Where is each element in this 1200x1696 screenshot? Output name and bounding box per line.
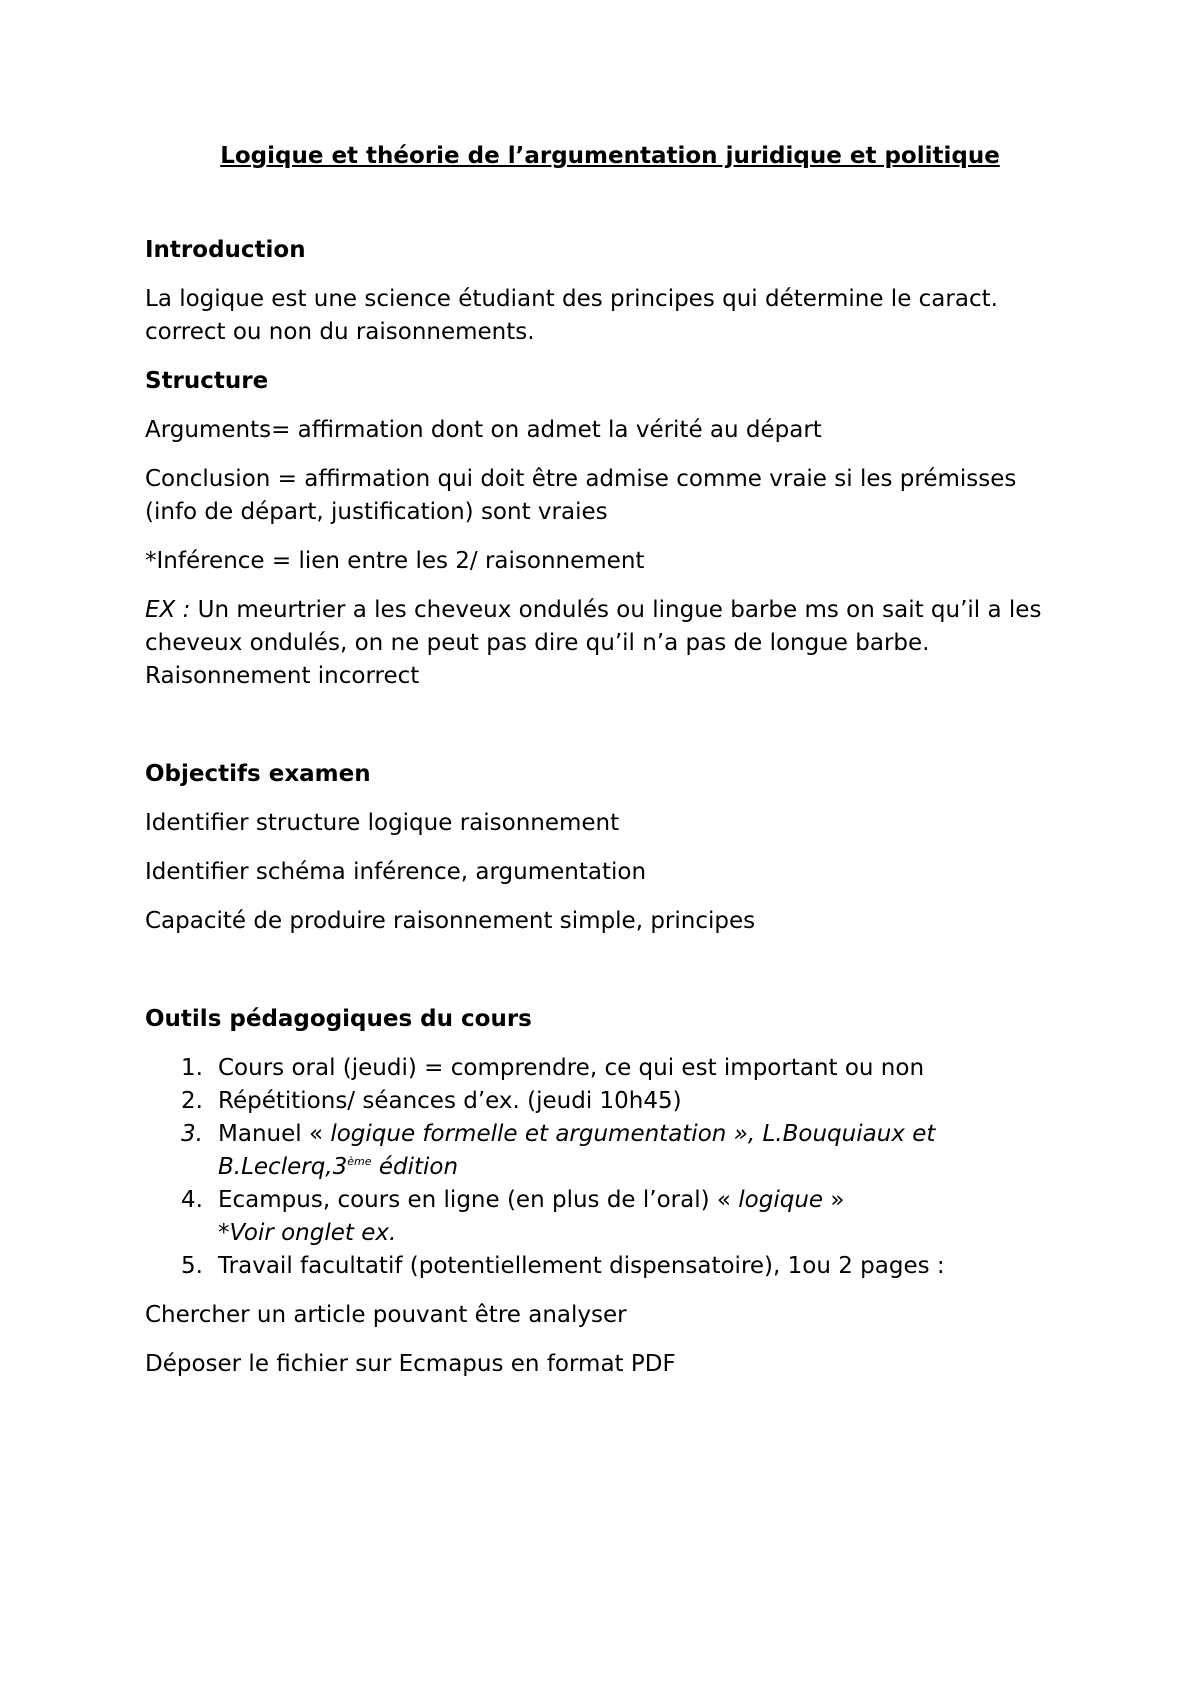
spacer bbox=[145, 954, 1075, 1003]
example-text: Un meurtrier a les cheveux ondulés ou lingue barbe ms on sait qu’il a les cheveux ondulés, on ne peut pas dire qu’il n’a pas de longue barbe. Raisonnement incorrect bbox=[145, 597, 1042, 689]
book-edition: édition bbox=[371, 1154, 459, 1180]
document-title: Logique et théorie de l’argumentation juridique et politique bbox=[220, 143, 1000, 169]
structure-example bbox=[145, 594, 1075, 693]
outils-item-2 bbox=[145, 1085, 1075, 1118]
list-number: 2. bbox=[181, 1088, 203, 1114]
structure-heading: Structure bbox=[145, 368, 269, 394]
list-number: 5. bbox=[181, 1253, 203, 1279]
outils-item-text: Manuel « bbox=[218, 1121, 331, 1147]
outils-item-note: *Voir onglet ex. bbox=[218, 1220, 397, 1246]
closing-text: Chercher un article pouvant être analyser bbox=[145, 1302, 627, 1328]
outils-list bbox=[145, 1052, 1075, 1283]
example-label: EX : bbox=[145, 597, 191, 623]
structure-conclusion: Conclusion = affirmation qui doit être admise comme vraie si les prémisses (info de départ, justification) sont vraies bbox=[145, 466, 1017, 525]
objectif-item: Identifier schéma inférence, argumentation bbox=[145, 859, 647, 885]
list-number: 3. bbox=[181, 1121, 203, 1147]
outils-item-4 bbox=[145, 1184, 1075, 1250]
outils-item-3 bbox=[145, 1118, 1075, 1184]
closing-text: Déposer le fichier sur Ecmapus en format PDF bbox=[145, 1351, 676, 1377]
outils-item-text: Cours oral (jeudi) = comprendre, ce qui est important ou non bbox=[218, 1055, 925, 1081]
spacer bbox=[145, 173, 1075, 234]
structure-inference: *Inférence = lien entre les 2/ raisonnement bbox=[145, 548, 645, 574]
outils-item-text: Répétitions/ séances d’ex. (jeudi 10h45) bbox=[218, 1088, 682, 1114]
outils-heading: Outils pédagogiques du cours bbox=[145, 1006, 532, 1032]
course-name: logique bbox=[738, 1187, 824, 1213]
list-number: 4. bbox=[181, 1187, 203, 1213]
introduction-text: La logique est une science étudiant des principes qui détermine le caract. correct ou non du raisonnements. bbox=[145, 286, 998, 345]
list-number: 1. bbox=[181, 1055, 203, 1081]
outils-item-text: » bbox=[823, 1187, 845, 1213]
objectif-item: Capacité de produire raisonnement simple, principes bbox=[145, 908, 756, 934]
introduction-heading: Introduction bbox=[145, 237, 306, 263]
outils-item-text: Ecampus, cours en ligne (en plus de l’oral) « bbox=[218, 1187, 739, 1213]
book-title: logique formelle et argumentation bbox=[330, 1121, 727, 1147]
outils-item-text: Travail facultatif (potentiellement dispensatoire), 1ou 2 pages : bbox=[218, 1253, 945, 1279]
objectif-item: Identifier structure logique raisonnement bbox=[145, 810, 620, 836]
spacer bbox=[145, 709, 1075, 758]
book-authors: », L.Bouquiaux et B.Leclerq,3 bbox=[218, 1121, 936, 1180]
structure-arguments: Arguments= affirmation dont on admet la vérité au départ bbox=[145, 417, 822, 443]
outils-item-5 bbox=[145, 1250, 1075, 1283]
outils-item-1 bbox=[145, 1052, 1075, 1085]
objectifs-heading: Objectifs examen bbox=[145, 761, 371, 787]
superscript: ème bbox=[347, 1155, 372, 1168]
document-body bbox=[145, 140, 1075, 1397]
